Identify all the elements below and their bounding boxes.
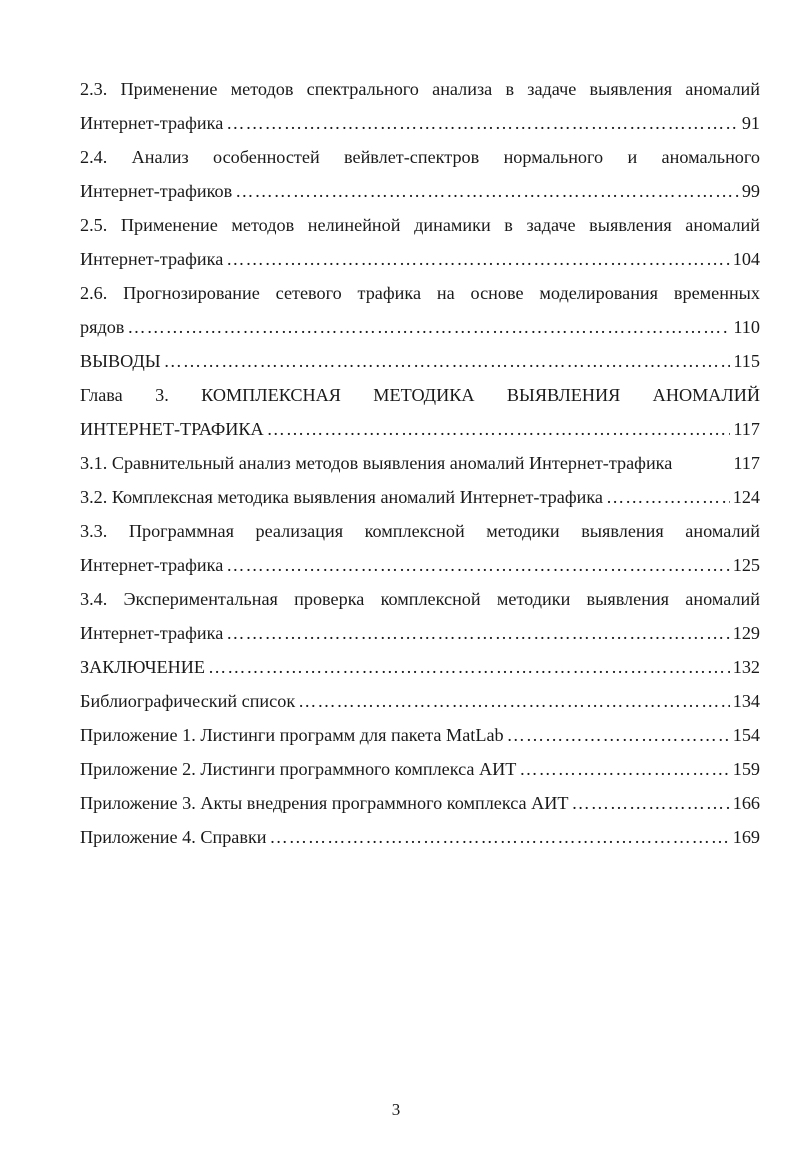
dot-leader xyxy=(208,650,730,684)
toc-entry-title: Приложение 4. Справки xyxy=(80,827,267,847)
toc-entry-title-line: 2.4. Анализ особенностей вейвлет-спектров нормального и аномального xyxy=(80,147,760,167)
toc-page-number: 125 xyxy=(732,555,760,575)
toc-entry-conclusions xyxy=(80,344,760,378)
toc-page-number: 132 xyxy=(732,657,760,677)
dot-leader xyxy=(267,412,731,446)
toc-entry-title: ЗАКЛЮЧЕНИЕ xyxy=(80,657,206,677)
toc-entry-title: 3.1. Сравнительный анализ методов выявления аномалий Интернет-трафика xyxy=(80,453,673,473)
dot-leader xyxy=(572,786,730,820)
toc-entry-title: Интернет-трафика xyxy=(80,249,224,269)
page-number: 3 xyxy=(391,1100,401,1119)
toc-page-number: 134 xyxy=(732,691,760,711)
toc-entry-appendix-3 xyxy=(80,786,760,820)
toc-entry-leader-line xyxy=(80,412,760,446)
toc-entry-2-3 xyxy=(80,72,760,140)
toc-entry-3-3 xyxy=(80,514,760,582)
dot-leader xyxy=(226,616,729,650)
toc-page-number: 117 xyxy=(733,419,760,439)
dot-leader xyxy=(164,344,731,378)
toc-entry-leader-line xyxy=(80,344,760,378)
toc-entry-leader-line xyxy=(80,242,760,276)
toc-entry-title: Интернет-трафика xyxy=(80,113,224,133)
toc-entry-title: Приложение 3. Акты внедрения программного комплекса АИТ xyxy=(80,793,569,813)
toc-entry-title: Интернет-трафика xyxy=(80,555,224,575)
toc-page-number: 129 xyxy=(732,623,760,643)
dot-leader xyxy=(507,718,730,752)
toc-entry-leader-line xyxy=(80,548,760,582)
toc-entry-appendix-2 xyxy=(80,752,760,786)
toc-entry-leader-line xyxy=(80,718,760,752)
toc-page-number: 124 xyxy=(732,487,760,507)
toc-page-number: 166 xyxy=(732,793,760,813)
toc-entry-title: Приложение 2. Листинги программного комплекса АИТ xyxy=(80,759,517,779)
toc-entry-leader-line xyxy=(80,480,760,514)
toc-entry-conclusion xyxy=(80,650,760,684)
toc-entry-leader-line xyxy=(80,106,760,140)
toc-entry-2-6 xyxy=(80,276,760,344)
toc-entry-title-line: 3.3. Программная реализация комплексной методики выявления аномалий xyxy=(80,521,760,541)
toc-entry-leader-line xyxy=(80,650,760,684)
table-of-contents xyxy=(80,72,760,854)
dot-leader xyxy=(226,106,739,140)
toc-entry-3-4 xyxy=(80,582,760,650)
toc-entry-title-line: 2.3. Применение методов спектрального анализа в задаче выявления аномалий xyxy=(80,79,760,99)
toc-entry-leader-line xyxy=(80,820,760,854)
toc-entry-title-line: 2.6. Прогнозирование сетевого трафика на основе моделирования временных xyxy=(80,283,760,303)
toc-entry-leader-line xyxy=(80,684,760,718)
toc-entry-title-line: Глава 3. КОМПЛЕКСНАЯ МЕТОДИКА ВЫЯВЛЕНИЯ АНОМАЛИЙ xyxy=(80,385,760,405)
toc-entry-leader-line xyxy=(80,752,760,786)
toc-entry-2-4 xyxy=(80,140,760,208)
toc-page-number: 99 xyxy=(741,181,760,201)
toc-entry-title: 3.2. Комплексная методика выявления аномалий Интернет-трафика xyxy=(80,487,603,507)
toc-entry-3-2 xyxy=(80,480,760,514)
toc-entry-title: ИНТЕРНЕТ-ТРАФИКА xyxy=(80,419,264,439)
toc-entry-leader-line xyxy=(80,174,760,208)
toc-entry-appendix-4 xyxy=(80,820,760,854)
toc-entry-title: рядов xyxy=(80,317,125,337)
toc-page-number: 117 xyxy=(733,453,760,473)
dot-leader xyxy=(226,548,729,582)
toc-page-number: 104 xyxy=(732,249,760,269)
toc-entry-title: Приложение 1. Листинги программ для пакета MatLab xyxy=(80,725,504,745)
toc-entry-appendix-1 xyxy=(80,718,760,752)
toc-entry-bibliography xyxy=(80,684,760,718)
dot-leader xyxy=(519,752,729,786)
toc-entry-leader-line xyxy=(80,310,760,344)
dot-leader xyxy=(606,480,730,514)
toc-page-number: 91 xyxy=(741,113,760,133)
toc-entry-title: Интернет-трафика xyxy=(80,623,224,643)
toc-entry-title-line: 2.5. Применение методов нелинейной динамики в задаче выявления аномалий xyxy=(80,215,760,235)
toc-page-number: 110 xyxy=(733,317,760,337)
toc-entry-leader-line xyxy=(80,616,760,650)
dot-leader xyxy=(235,174,739,208)
toc-page-number: 154 xyxy=(732,725,760,745)
toc-entry-title: ВЫВОДЫ xyxy=(80,351,161,371)
toc-entry-title: Интернет-трафиков xyxy=(80,181,233,201)
toc-entry-title-line: 3.4. Экспериментальная проверка комплексной методики выявления аномалий xyxy=(80,589,760,609)
toc-entry-3-1 xyxy=(80,446,760,480)
toc-entry-title: Библиографический список xyxy=(80,691,296,711)
dot-leader xyxy=(127,310,730,344)
toc-entry-leader-line xyxy=(80,786,760,820)
toc-page-number: 159 xyxy=(732,759,760,779)
dot-leader xyxy=(298,684,730,718)
toc-page-number: 115 xyxy=(733,351,760,371)
toc-entry-leader-line xyxy=(80,446,760,480)
dot-leader xyxy=(270,820,730,854)
toc-entry-2-5 xyxy=(80,208,760,276)
toc-page-number: 169 xyxy=(732,827,760,847)
toc-entry-chapter-3 xyxy=(80,378,760,446)
dot-leader xyxy=(226,242,729,276)
